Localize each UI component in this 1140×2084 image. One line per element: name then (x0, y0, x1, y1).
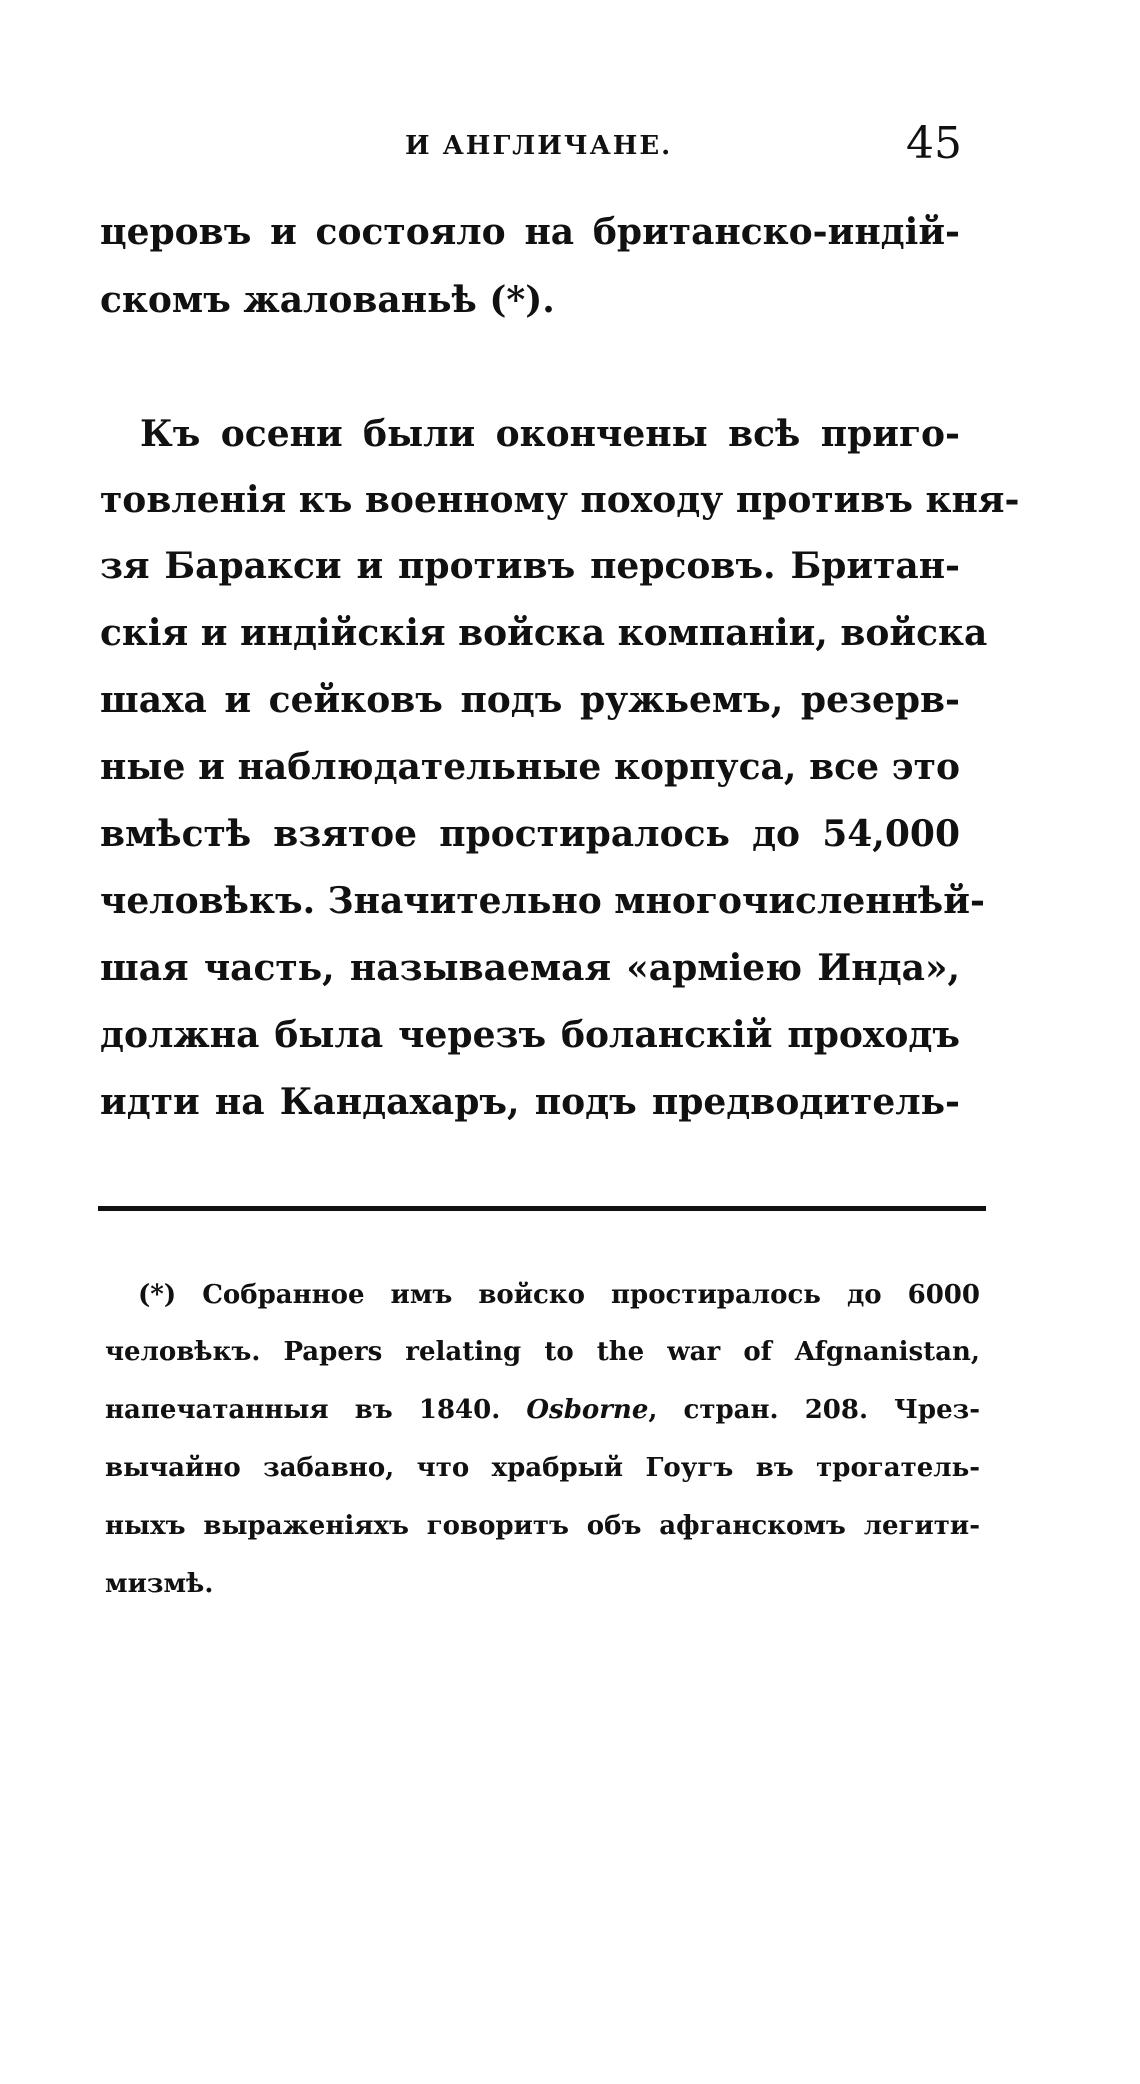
text-line: товленія къ военному походу противъ кня- (100, 479, 1020, 521)
text-line: шаха и сейковъ подъ ружьемъ, резерв- (100, 679, 960, 721)
footnote-line: человѣкъ. Papers relating to the war of Afgnanistan, (105, 1337, 980, 1367)
footnote-line: мизмѣ. (105, 1569, 214, 1599)
text-line: ные и наблюдательные корпуса, все это (100, 746, 960, 788)
text-line: вмѣстѣ взятое простиралось до 54,000 (100, 813, 960, 855)
footnote-line: (*) Собранное имъ войско простиралось до 6000 (138, 1280, 980, 1310)
running-head: И АНГЛИЧАНЕ. (405, 131, 673, 161)
text-line: зя Баракси и противъ персовъ. Британ- (100, 545, 960, 587)
text-line: Къ осени были окончены всѣ приго- (140, 413, 960, 455)
footnote-line (105, 1390, 980, 1430)
text-line: скія и индійскія войска компаніи, войска (100, 612, 988, 654)
text-line: шая часть, называемая «арміею Инда», (100, 947, 960, 989)
text-line: человѣкъ. Значительно многочисленнѣй- (100, 880, 985, 922)
footnote-rule (98, 1206, 986, 1211)
text-line: идти на Кандахаръ, подъ предводитель- (100, 1081, 960, 1123)
footnote-line: вычайно забавно, что храбрый Гоугъ въ трогатель- (105, 1453, 980, 1483)
footnote-line: ныхъ выраженіяхъ говоритъ объ афганскомъ легити- (105, 1511, 980, 1541)
text-line: скомъ жалованьѣ (*). (100, 279, 555, 321)
text-line: церовъ и состояло на британско-индій- (100, 211, 960, 253)
text-line: должна была черезъ боланскій проходъ (100, 1014, 960, 1056)
footnote-italic-name: Osborne (526, 1395, 649, 1425)
page-number: 45 (906, 118, 962, 169)
footnote-text: , стран. 208. Чрез- (648, 1395, 980, 1425)
footnote-text: напечатанныя въ 1840. (105, 1395, 527, 1425)
